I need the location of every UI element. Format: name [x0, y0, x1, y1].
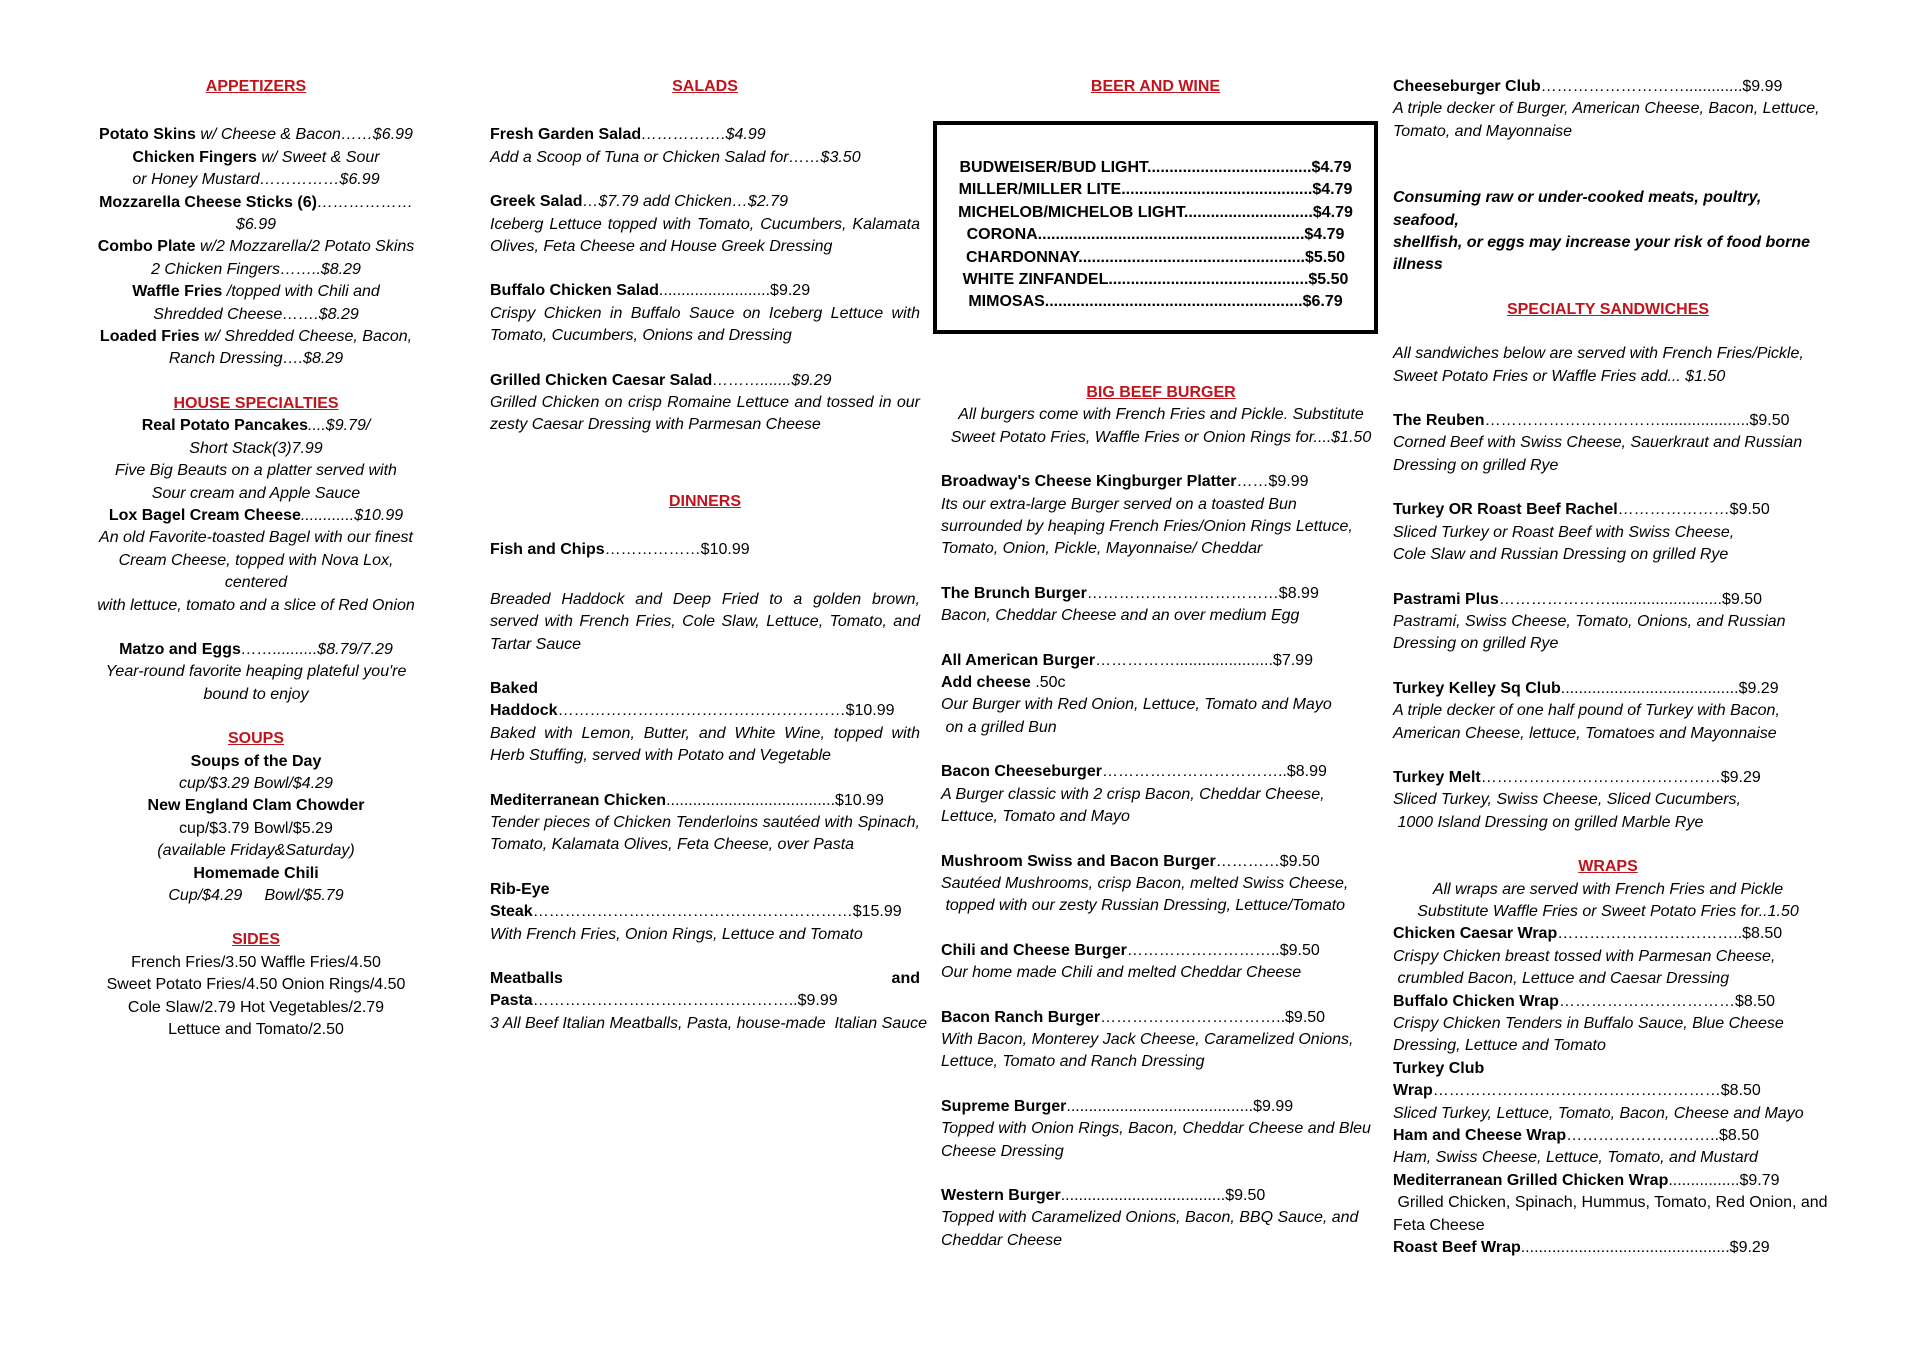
column-salads-dinners	[490, 76, 927, 1035]
list-item: Lettuce and Tomato/2.50	[168, 1021, 344, 1039]
appetizers-heading: APPETIZERS	[205, 78, 307, 95]
list-item: Real Potato Pancakes....$9.79/	[141, 417, 371, 435]
dinners-heading: DINNERS	[668, 492, 741, 510]
burgers-intro: All burgers come with French Fries and Pickle. Substitute	[958, 406, 1364, 424]
list-item: Loaded Fries w/ Shredded Cheese, Bacon,	[99, 328, 413, 346]
burgers-heading: BIG BEEF BURGER	[1086, 384, 1236, 401]
burgers-intro: Sweet Potato Fries, Waffle Fries or Onion Rings for....$1.50	[950, 428, 1372, 446]
list-item: Shredded Cheese…….$8.29	[153, 305, 359, 323]
list-item: Ham and Cheese Wrap………………………..$8.50 Ham, Swiss Cheese, Lettuce, Tomato, and Mustard	[1393, 1127, 1760, 1167]
list-item: Bacon Cheeseburger……………………………..$8.99 A Burger classic with 2 crisp Bacon, Cheddar Cheese, Lettuce, Tomato and Mayo	[941, 763, 1327, 826]
list-item: Roast Beef Wrap...............................................$9.29	[1393, 1239, 1770, 1257]
list-item: Sour cream and Apple Sauce	[151, 484, 361, 502]
list-item: Supreme Burger..........................................$9.99 Topped with Onion Rings, Bacon, Cheddar Cheese and Bleu Cheese Dressing	[941, 1097, 1371, 1160]
list-item: Turkey Melt………………………………………$9.29 Sliced Turkey, Swiss Cheese, Sliced Cucumbers, 1000 Island Dressing on grilled Marble Rye	[1393, 768, 1761, 831]
list-item: Mediterranean Chicken......................................$10.99 Tender pieces of Chicken Tenderloins sautéed with Spinach, Tomato, Kalamata Olives, Feta Cheese, over Pasta	[490, 791, 920, 854]
list-item: French Fries/3.50 Waffle Fries/4.50	[131, 953, 381, 971]
list-item: Turkey Club Wrap………………………………………………$8.50 Sliced Turkey, Lettuce, Tomato, Bacon, Cheese and Mayo	[1393, 1059, 1804, 1122]
list-item: Bacon Ranch Burger……………………………..$9.50 With Bacon, Monterey Jack Cheese, Caramelized Onions, Lettuce, Tomato and Ranch Dressing	[941, 1008, 1354, 1071]
list-item: Fish and Chips………………$10.99	[490, 541, 750, 559]
soups-heading: SOUPS	[227, 730, 284, 748]
house-specialties-heading: HOUSE SPECIALTIES	[173, 394, 339, 412]
list-item: Fresh Garden Salad…………….$4.99 Add a Scoop of Tuna or Chicken Salad for……$3.50	[490, 126, 861, 166]
soups-list	[86, 751, 426, 908]
list-item: MICHELOB/MICHELOB LIGHT.............................$4.79	[958, 203, 1353, 221]
list-item: 2 Chicken Fingers……..$8.29	[151, 260, 361, 278]
list-item: All American Burger……………......................$7.99 Add cheese .50c Our Burger with Red Onion, Lettuce, Tomato and Mayo on a grilled Bun	[941, 651, 1332, 736]
list-item: or Honey Mustard……………$6.99	[132, 171, 380, 189]
list-item: Turkey Kelley Sq Club........................................$9.29 A triple decker of one half pound of Turkey with Bacon, American Cheese, lettuce, Tomatoes and Mayonnaise	[1393, 679, 1780, 742]
sandwiches-intro: Sweet Potato Fries or Waffle Fries add... $1.50	[1393, 367, 1726, 385]
list-item: The Reuben……………………………....................$9.50 Corned Beef with Swiss Cheese, Sauerkraut and Russian Dressing on grilled Rye	[1393, 412, 1803, 474]
list-item: Mushroom Swiss and Bacon Burger…………$9.50 Sautéed Mushrooms, crisp Bacon, melted Swiss Cheese, topped with our zesty Russian Dressing, Lettuce/Tomato	[941, 852, 1349, 915]
list-item: (available Friday&Saturday)	[157, 842, 355, 860]
list-item: Cheeseburger Club……………………….............$9.99 A triple decker of Burger, American Cheese, Bacon, Lettuce, Tomato, and Mayonnaise	[1393, 78, 1820, 140]
list-item: Five Big Beauts on a platter served with	[115, 462, 397, 480]
list-item: Chicken Fingers w/ Sweet & Sour	[132, 148, 380, 166]
list-item: New England Clam Chowder	[147, 797, 365, 815]
list-item: Soups of the Day	[190, 752, 322, 770]
list-item: bound to enjoy	[203, 685, 309, 703]
list-item: CORONA............................................................$4.79	[966, 226, 1345, 244]
list-item: with lettuce, tomato and a slice of Red Onion	[97, 596, 415, 614]
list-item: Buffalo Chicken Salad.........................$9.29 Crispy Chicken in Buffalo Sauce on Iceberg Lettuce with Tomato, Cucumbers, Onions and Dressing	[490, 282, 920, 345]
appetizers-list	[86, 124, 426, 370]
specialty-sandwiches-heading: SPECIALTY SANDWICHES	[1506, 300, 1710, 318]
list-item: Mediterranean Grilled Chicken Wrap................$9.79 Grilled Chicken, Spinach, Hummus, Tomato, Red Onion, and Feta Cheese	[1393, 1171, 1828, 1234]
list-item: Potato Skins w/ Cheese & Bacon……$6.99	[99, 126, 413, 144]
list-item: cup/$3.79 Bowl/$5.29	[179, 819, 333, 837]
list-item: Cream Cheese, topped with Nova Lox, centered	[118, 551, 394, 592]
list-item: Rib-Eye Steak……………………………………………………$15.99 With French Fries, Onion Rings, Lettuce and Tomato	[490, 880, 902, 943]
food-safety-warning: Consuming raw or under-cooked meats, poultry, seafood, shellfish, or eggs may increase your risk of food borne illness	[1393, 189, 1810, 274]
wraps-intro: Substitute Waffle Fries or Sweet Potato Fries for..1.50	[1417, 902, 1799, 920]
list-item: BUDWEISER/BUD LIGHT.....................................$4.79	[959, 159, 1352, 176]
column-appetizers	[86, 76, 426, 1041]
list-item: Lox Bagel Cream Cheese............$10.99	[108, 506, 404, 524]
list-item-desc: Breaded Haddock and Deep Fried to a golden brown, served with French Fries, Cole Slaw, Lettuce, Tomato, and Tartar Sauce	[490, 590, 920, 653]
list-item: WHITE ZINFANDEL.............................................$5.50	[962, 271, 1349, 289]
burgers-section	[941, 382, 1381, 1252]
list-item: MIMOSAS..........................................................$6.79	[968, 293, 1343, 311]
list-item: Meatballs and Pasta…………………………………………..$9.99 3 All Beef Italian Meatballs, Pasta, house-made Italian Sauce	[490, 969, 927, 1032]
list-item: Cup/$4.29 Bowl/$5.79	[168, 887, 344, 904]
list-item: Cole Slaw/2.79 Hot Vegetables/2.79	[127, 998, 385, 1016]
list-item: Mozzarella Cheese Sticks (6)………………$6.99	[99, 193, 413, 234]
list-item: Combo Plate w/2 Mozzarella/2 Potato Skins	[97, 238, 415, 256]
column-sandwiches-wraps	[1393, 76, 1828, 1259]
sides-list	[86, 952, 426, 1042]
list-item: cup/$3.29 Bowl/$4.29	[179, 774, 333, 792]
salads-heading: SALADS	[672, 78, 738, 95]
list-item: Broadway's Cheese Kingburger Platter……$9.99 Its our extra-large Burger served on a toasted Bun surrounded by heaping French Fries/Onion Rings Lettuce, Tomato, Onion, Pickle, Mayonnaise/ Cheddar	[941, 473, 1353, 558]
list-item: An old Favorite-toasted Bagel with our finest	[99, 529, 413, 547]
list-item: Sweet Potato Fries/4.50 Onion Rings/4.50	[106, 976, 406, 994]
list-item: Homemade Chili	[193, 864, 319, 882]
list-item: Buffalo Chicken Wrap……………………………$8.50 Crispy Chicken Tenders in Buffalo Sauce, Blue Cheese Dressing, Lettuce and Tomato	[1393, 992, 1784, 1055]
list-item: Western Burger.....................................$9.50 Topped with Caramelized Onions, Bacon, BBQ Sauce, and Cheddar Cheese	[941, 1186, 1359, 1249]
list-item: Pastrami Plus………………….........................$9.50 Pastrami, Swiss Cheese, Tomato, Onions, and Russian Dressing on grilled Rye	[1393, 590, 1786, 653]
beer-wine-box	[933, 121, 1378, 334]
list-item: The Brunch Burger………………………………$8.99 Bacon, Cheddar Cheese and an over medium Egg	[941, 584, 1319, 625]
house-list	[86, 415, 426, 706]
list-item: Ranch Dressing….$8.29	[168, 350, 344, 368]
column-beer-burgers	[933, 76, 1383, 98]
wraps-heading: WRAPS	[1578, 858, 1638, 876]
list-item: Turkey OR Roast Beef Rachel…………………$9.50 Sliced Turkey or Roast Beef with Swiss Cheese, Cole Slaw and Russian Dressing on grilled Rye	[1393, 501, 1770, 564]
list-item: Waffle Fries /topped with Chili and	[132, 283, 380, 301]
beer-wine-heading: BEER AND WINE	[1090, 78, 1221, 95]
list-item: Grilled Chicken Caesar Salad……….......$9.29 Grilled Chicken on crisp Romaine Lettuce and tossed in our zesty Caesar Dressing with Parmesan Cheese	[490, 371, 920, 434]
list-item: Chicken Caesar Wrap……………………………..$8.50 Crispy Chicken breast tossed with Parmesan Cheese, crumbled Bacon, Lettuce and Caesar Dressing	[1393, 925, 1783, 988]
list-item: Year-round favorite heaping plateful you're	[105, 663, 407, 681]
list-item: CHARDONNAY...................................................$5.50	[965, 248, 1346, 266]
list-item: Short Stack(3)7.99	[189, 439, 323, 457]
wraps-intro: All wraps are served with French Fries and Pickle	[1432, 880, 1784, 898]
sides-heading: SIDES	[231, 931, 280, 949]
list-item: Matzo and Eggs……..........$8.79/7.29	[119, 640, 393, 658]
list-item: MILLER/MILLER LITE...........................................$4.79	[958, 181, 1353, 199]
sandwiches-intro: All sandwiches below are served with French Fries/Pickle,	[1393, 345, 1804, 363]
list-item: Greek Salad…$7.79 add Chicken…$2.79 Iceberg Lettuce topped with Tomato, Cucumbers, Kalamata Olives, Feta Cheese and House Greek Dressing	[490, 193, 920, 256]
list-item: Baked Haddock………………………………………………$10.99 Baked with Lemon, Butter, and White Wine, topped with Herb Stuffing, served with Potato and Vegetable	[490, 679, 920, 765]
list-item: Chili and Cheese Burger………………………..$9.50 Our home made Chili and melted Cheddar Cheese	[941, 941, 1320, 982]
